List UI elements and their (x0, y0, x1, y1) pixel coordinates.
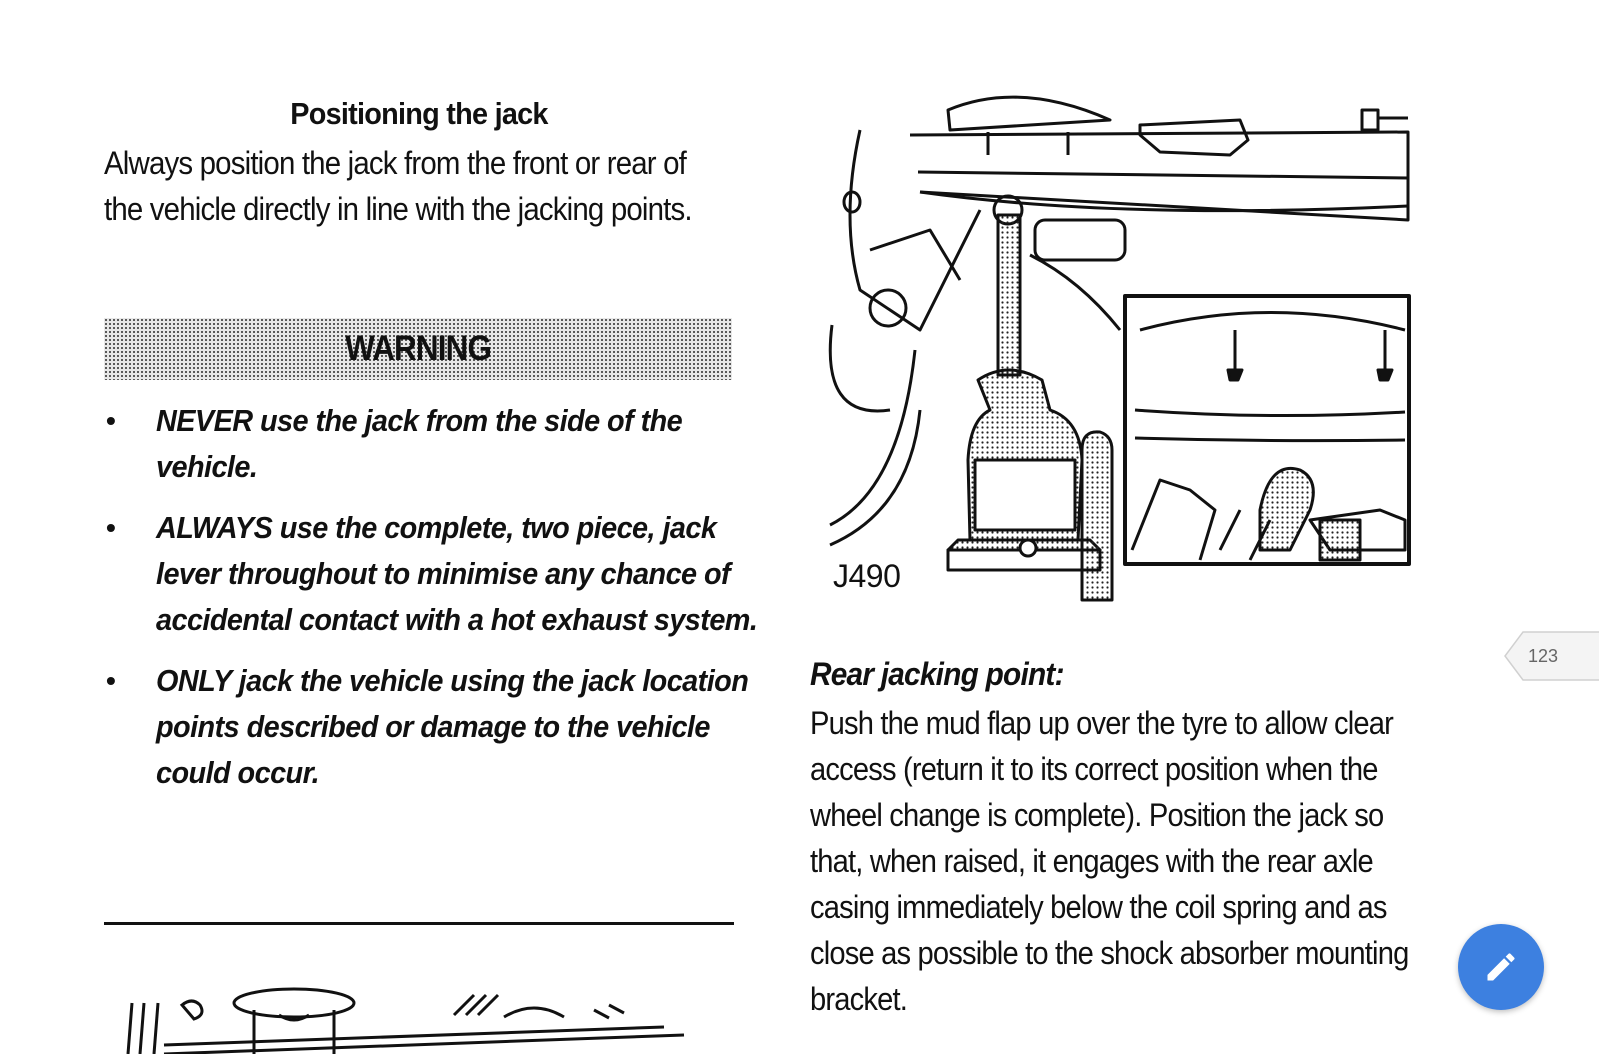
bullet: • (106, 665, 116, 696)
edit-button[interactable] (1458, 924, 1544, 1010)
warning-item (104, 658, 749, 796)
bullet: • (106, 405, 116, 436)
intro-paragraph: Always position the jack from the front or rear of the vehicle directly in line with the jacking points. (104, 145, 692, 227)
warning-item (104, 505, 758, 643)
warning-text: ONLY jack the vehicle using the jack location points described or damage to the vehicle could occur. (156, 663, 749, 790)
section-heading: Positioning the jack (290, 96, 548, 131)
rear-jacking-title: Rear jacking point: (810, 656, 1064, 692)
bullet: • (106, 512, 116, 543)
warning-banner (104, 318, 732, 380)
warning-list (104, 398, 758, 811)
page-number: 123 (1528, 646, 1559, 666)
warning-text: NEVER use the jack from the side of the vehicle. (156, 403, 683, 484)
section-divider (104, 922, 734, 925)
warning-label: WARNING (345, 329, 491, 368)
warning-text: ALWAYS use the complete, two piece, jack lever throughout to minimise any chance of accidental contact with a hot exhaust system. (156, 510, 758, 637)
figure-label: J490 (833, 558, 901, 594)
rear-jacking-body: Push the mud flap up over the tyre to allow clear access (return it to its correct position when the wheel change is complete). Position the jack so that, when raised, it engages with the rear axle casing immediately below the coil spring and as close as possible to the shock absorber mounting bracket. (810, 705, 1409, 1017)
warning-item (104, 398, 744, 490)
pencil-icon (1483, 949, 1519, 985)
jack-illustration (820, 80, 1430, 610)
partial-illustration (104, 975, 744, 1054)
